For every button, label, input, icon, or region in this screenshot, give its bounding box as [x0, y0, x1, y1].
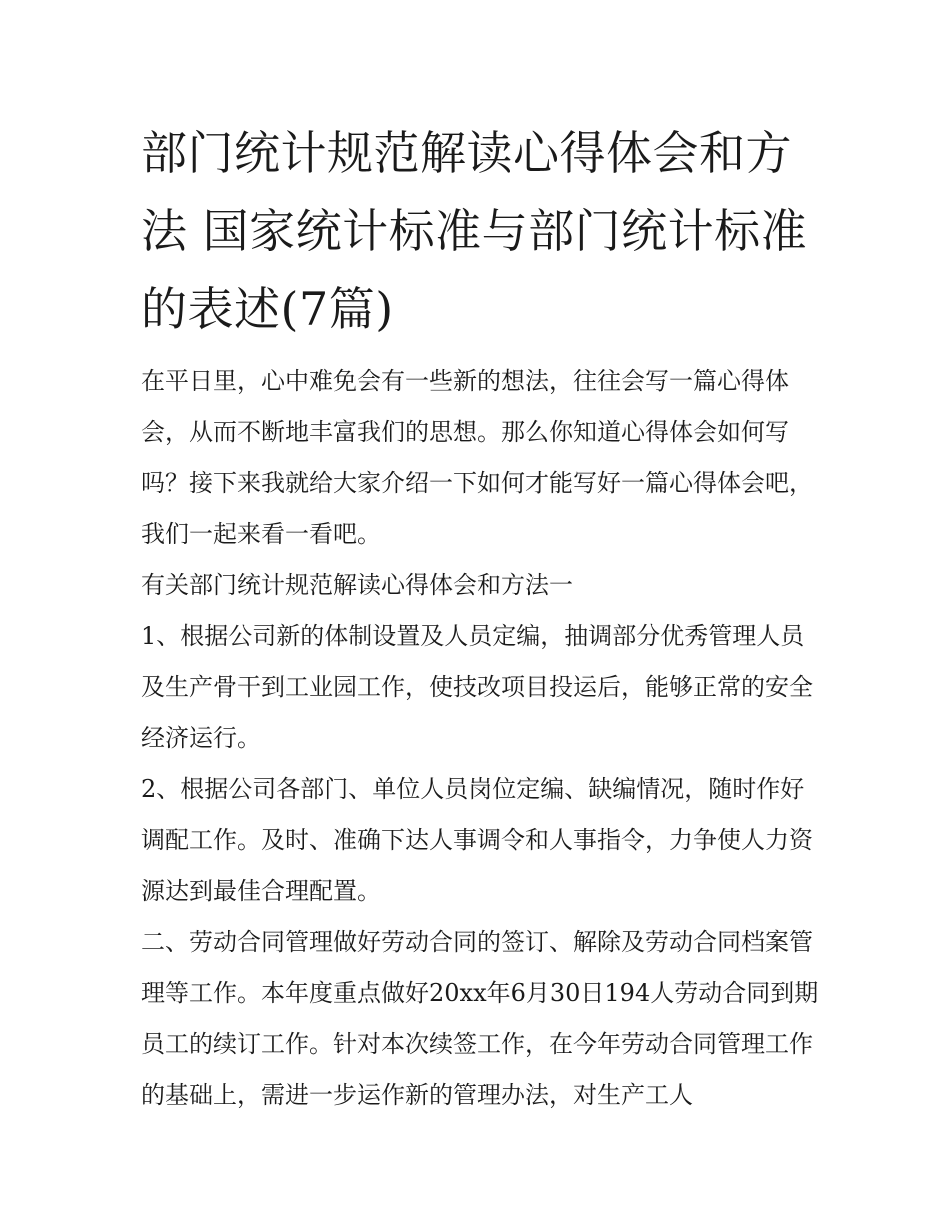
document-content — [141, 114, 821, 1121]
intro-paragraph: 在平日里，心中难免会有一些新的想法，往往会写一篇心得体会，从而不断地丰富我们的思想。那么你知道心得体会如何写吗？接下来我就给大家介绍一下如何才能写好一篇心得体会吧，我们一起来看一看吧。 — [141, 367, 813, 548]
section-heading: 有关部门统计规范解读心得体会和方法一 — [141, 571, 573, 599]
document-title: 部门统计规范解读心得体会和方法 国家统计标准与部门统计标准的表述(7篇) — [141, 126, 808, 336]
list-item-2: 2、根据公司各部门、单位人员岗位定编、缺编情况，随时作好调配工作。及时、准确下达人事调令和人事指令，力争使人力资源达到最佳合理配置。 — [141, 775, 813, 905]
list-item-1: 1、根据公司新的体制设置及人员定编，抽调部分优秀管理人员及生产骨干到工业园工作，使技改项目投运后，能够正常的安全经济运行。 — [141, 622, 813, 752]
section-two-paragraph: 二、劳动合同管理做好劳动合同的签订、解除及劳动合同档案管理等工作。本年度重点做好20xx年6月30日194人劳动合同到期员工的续订工作。针对本次续签工作，在今年劳动合同管理工作的基础上，需进一步运作新的管理办法，对生产工人 — [141, 928, 819, 1109]
